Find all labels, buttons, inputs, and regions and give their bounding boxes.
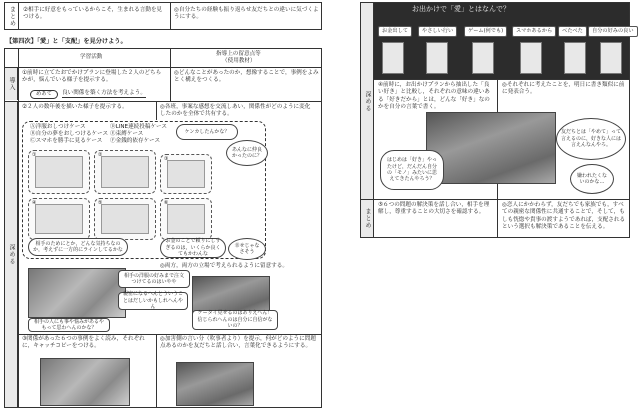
blackboard-photo [374,3,629,79]
deepen-left-text: ②２人の数年後を描いた様子を提示する。 [22,104,128,110]
case-card-4: ④ [28,198,90,240]
bubble-intimate: 親密になるへんとういうことはだしいかもしれへんやん [118,292,188,310]
right-deepen-side-label: 深める [361,3,374,199]
bubble-phone-check: ケータイ見せるのはありえへん！信じられへんのは自分に自信がないの？ [192,310,278,330]
top-row-right-text: ◎自分たちの経験も振り返らせ友だちとの違いに気づくようにする。 [174,7,319,21]
case-card-5: ⑤ [94,198,156,240]
top-row-left-text: ②相手に好意をもっているからこそ，生まれる言動を見つける。 [23,7,163,21]
section-title: 【第四次】「愛」と「支配」を見分けよう。 [6,38,127,45]
right-page [352,0,640,411]
bubble-so-close: あんなに仲良かったのに？ [226,140,268,166]
header-notes: 指導上の留意点等 [216,51,261,57]
board-card-3: ゲーム(何でも) [464,26,507,37]
goal-text: 良い関係を築く方法を考えよう。 [62,90,146,98]
right-summary-left-text: ⑤６つの問題の解決策を話し合い，相手を理解し，尊重することの大切さを確認する。 [378,202,490,216]
board-title: お出かけで「愛」とはなんで？ [412,5,510,13]
bubble-quarrel: ケンカしたんかな？ [176,124,238,140]
board-note-6 [600,42,622,74]
board-card-4: スマホあるから [512,26,556,37]
top-row-side-label: まとめ [5,3,19,29]
board-card-6: 自分の好みの良い [588,26,638,37]
intro-left-text: ①前時に立てたおでかけプランに登場した２人のどちらかが，悩んでいる様子を提示する。 [22,70,162,84]
case-c: Ⓒスマホを勝手に見るケース [30,138,103,144]
bubble-dont-want-hate: 嫌われたくないのかな… [570,164,614,194]
board-note-1 [382,42,404,74]
right-summary-side-label: まとめ [361,200,374,237]
right-summary-right-text: ◎恋人にかかわらず，友だちでも家族でも，すべての親密な関係性に共通することで，そして，もしも恍惚や貴事の渡すようであれば，支配されるという選択も解決策であることを伝える。 [502,202,626,231]
case-d: ⒹLINE連続投稿ケース [110,124,167,130]
deepen-right-text: ◎各班，事案な感想を交流しあい，関係性がどのように変化したのかを全体で共有する。 [160,104,311,118]
case-e: Ⓔ束縛ケース [110,131,144,137]
case-card-6: ⑥ [160,198,212,240]
board-note-3 [472,42,494,74]
header-notes-sub: （使用教材） [222,58,256,64]
bubble-clothes: 相手の洋服の好みまで注文つけてるのはいやや [118,270,190,288]
case-a: Ⓐ洋服おしつけケース [30,124,86,130]
bubble-money: お金のことで頼りにしすぎるのは，いくらか良くてもかわんな [160,238,226,258]
case-f: Ⓕ金銭的依存ケース [110,138,161,144]
bubble-partner-feelings: 相手の人にも事や悩みがあるやもって思わへんのかな？ [28,318,110,332]
bubble-one-sided-line: 相手のためにとか，どんな気持ちなのか，考えずに一方的にラインしてるかな [28,238,128,256]
header-activity: 学習活動 [80,54,103,60]
class-presentation-photo [426,112,556,184]
intro-right-text: ◎どんなことがあったのか，想像することで，事例をよみとく構えをつくる。 [174,70,319,84]
group-discussion-photo-1 [28,268,126,318]
both-sides-note: ◎両方，両方の立場で考えられるように留意する。 [160,263,288,269]
right-deepen-left-text: ④前時に，お出かけプランから抽出した「良い好き」と比較し，それぞれの意味の違いある「好きだから」とは，どんな「好き」なのかを自分の言葉で書く。 [378,82,490,111]
goal-label: めあて [30,90,58,99]
bubble-not-happy: 幸せじゃなさそう [228,238,266,260]
case-card-2: ② [94,150,156,194]
board-note-4 [520,42,542,74]
board-card-2: やさしい行い [418,26,457,37]
bubble-cant-say-stop: 友だちとは「やめて」って言えるのに，好きな人には言えんなんやろ。 [556,118,626,160]
board-card-5: べたべた [558,26,587,37]
board-note-2 [426,42,448,74]
case-card-3: ③ [160,154,212,194]
page-gutter [334,0,352,411]
right-deepen-right-text: ◎それぞれに考えたことを，明日に書き類似に前に発表合う。 [502,82,625,96]
classroom-photo-1 [40,358,130,406]
classroom-photo-2 [176,362,254,406]
bubble-became-possession: はじめは「好き」やったけど，だんだん自分の「モノ」みたいに思えてきたんやろう？ [380,150,444,190]
deepen-side-label: 深める [5,102,18,407]
step3-right-text: ◎加害側の言い分（吹事者より）を提示，何がどのように問題点あるのかを友だちと話し合い，言葉化できるようにする。 [160,336,316,350]
board-note-5 [564,42,586,74]
intro-side-label: 導入 [5,68,18,100]
board-card-1: お金出して [378,26,412,37]
case-card-1: ① [28,150,90,194]
step3-left-text: ③関係があった６つの事例をよく読み，それぞれに，キャッチコピーをつける。 [22,336,145,350]
case-b: Ⓑ自分の夢をおしつけるケース [30,131,109,137]
